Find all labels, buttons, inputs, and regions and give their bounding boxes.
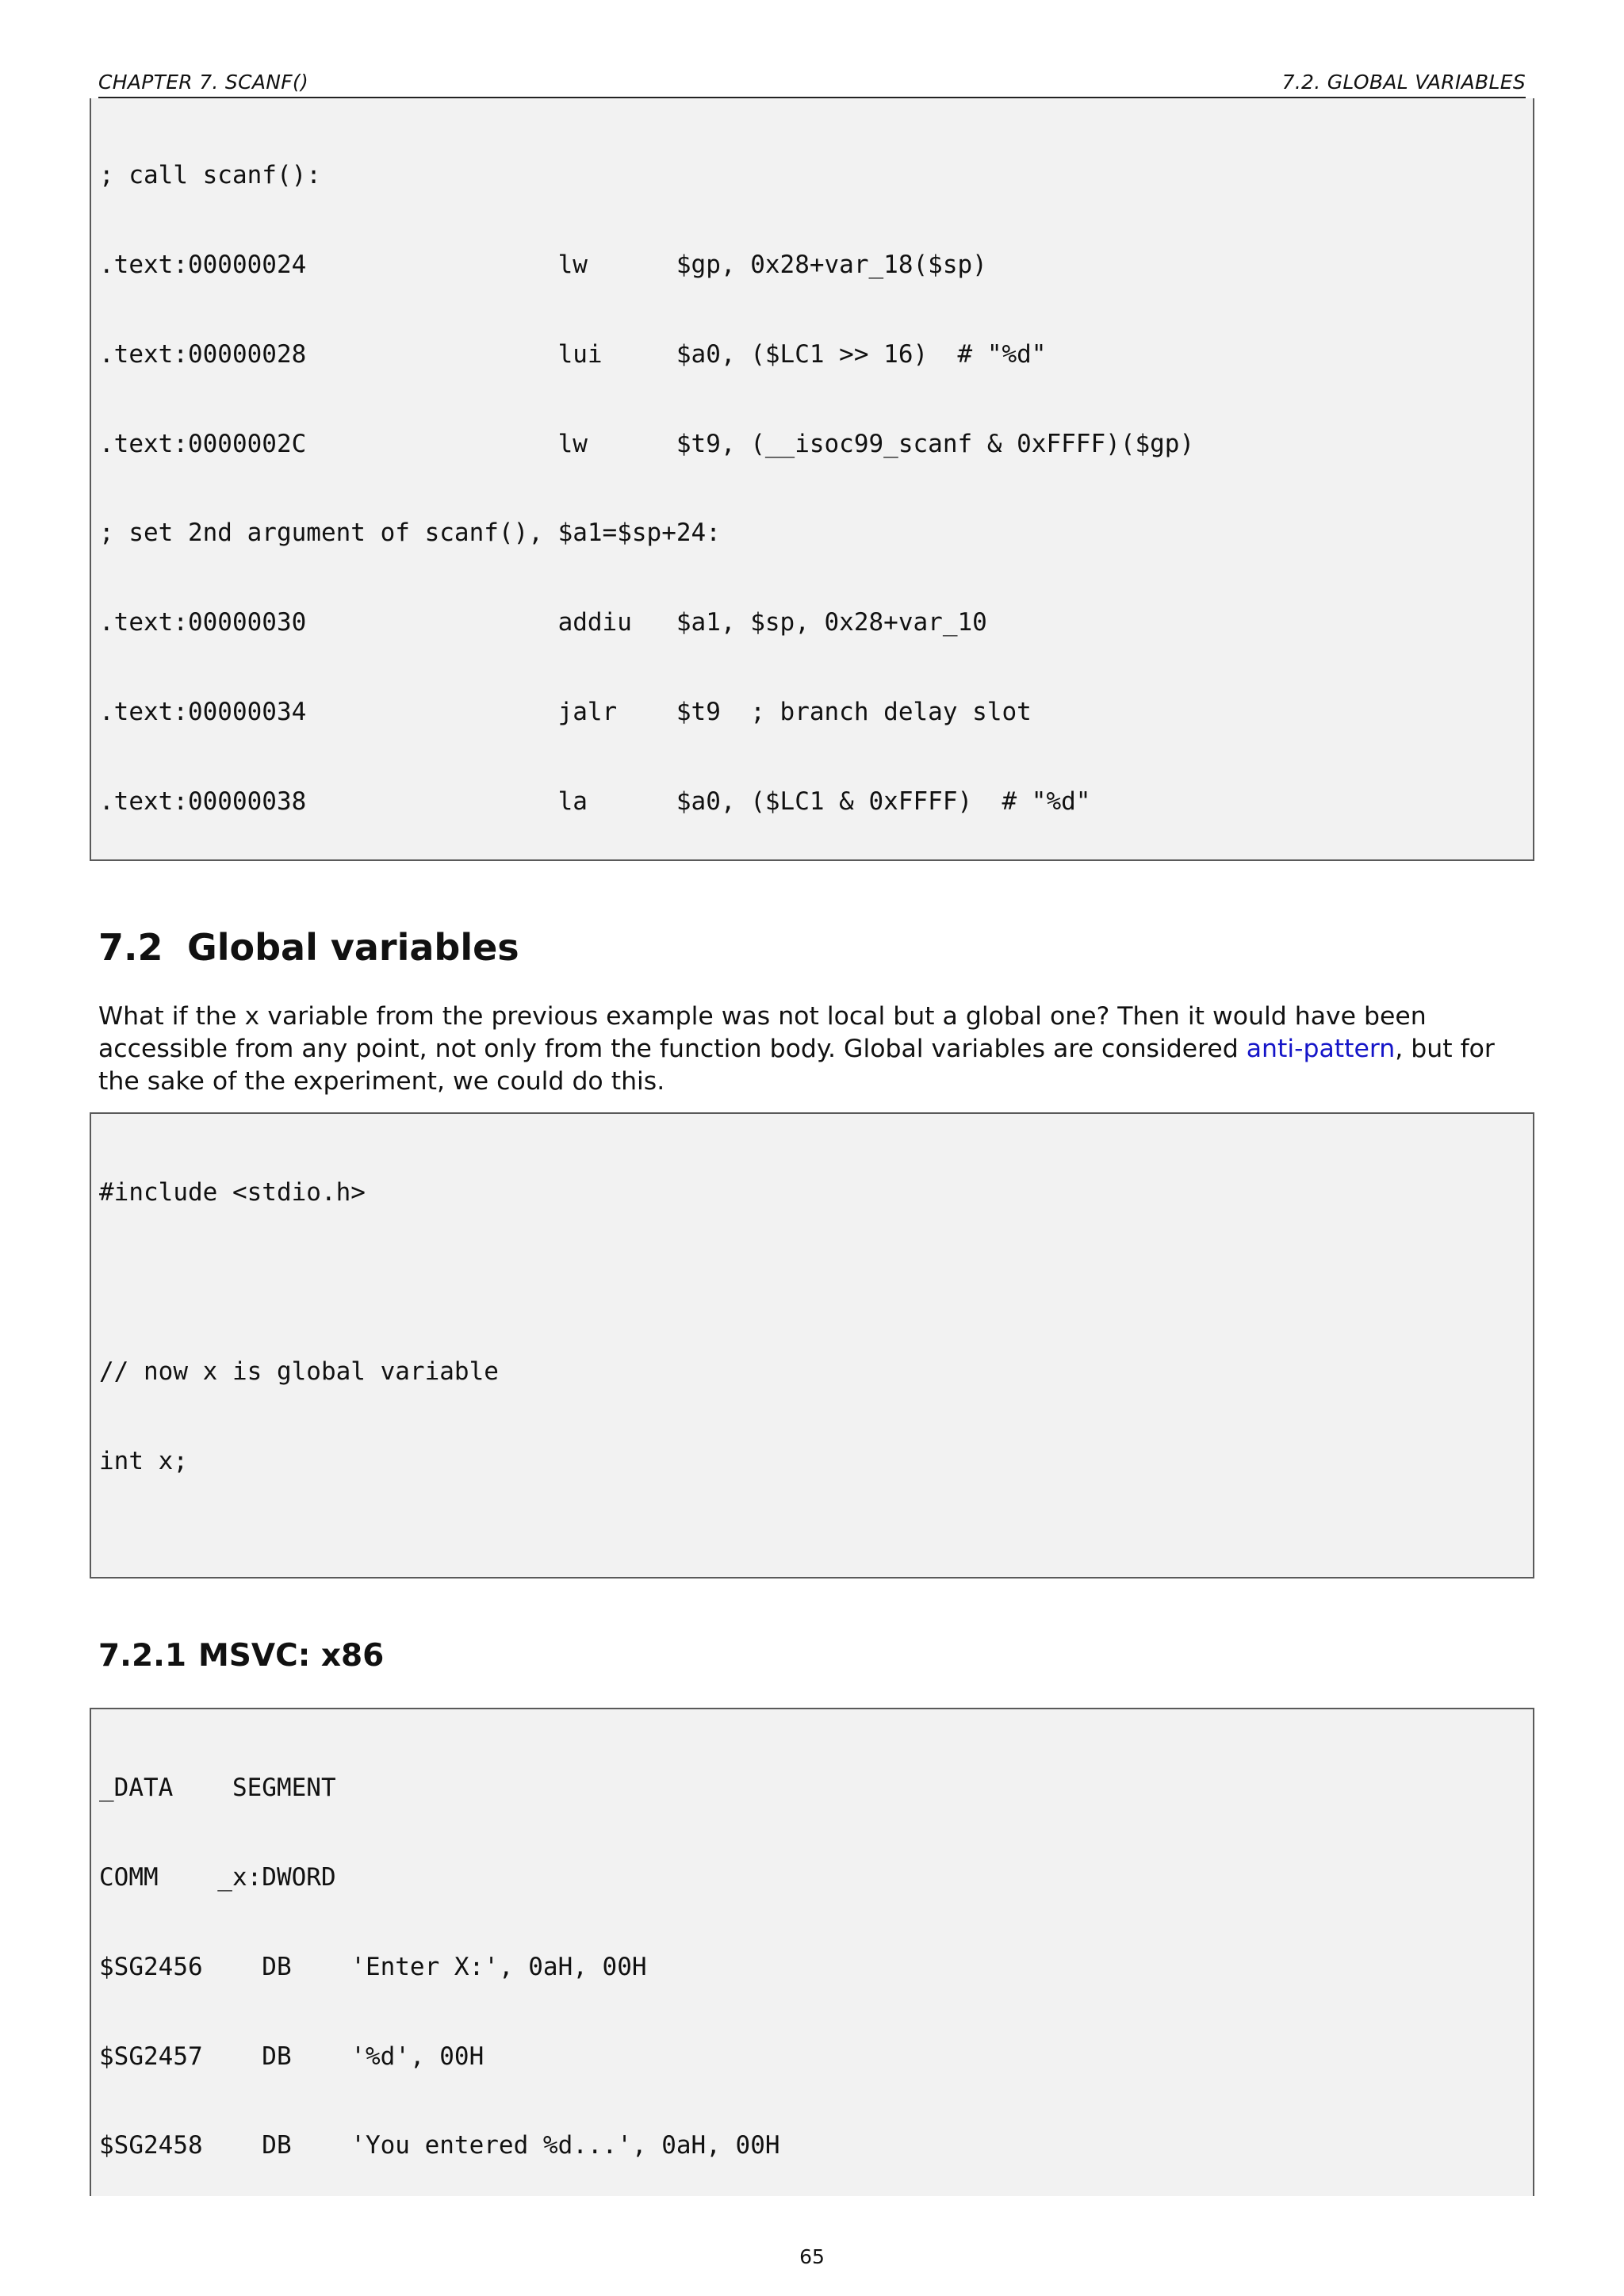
msvc-asm-code-block xyxy=(90,1708,1534,2196)
code-line: // now x is global variable xyxy=(99,1357,499,1386)
mips-listing-code-block xyxy=(90,98,1534,861)
code-line: $SG2458 DB 'You entered %d...', 0aH, 00H xyxy=(99,2131,780,2160)
section-heading xyxy=(98,926,519,969)
code-line: .text:0000002C lw $t9, (__isoc99_scanf & 0xFFFF)($gp) xyxy=(99,429,1195,458)
code-line: .text:00000038 la $a0, ($LC1 & 0xFFFF) # "%d" xyxy=(99,786,1091,816)
code-line: $SG2457 DB '%d', 00H xyxy=(99,2042,485,2071)
code-line: ; set 2nd argument of scanf(), $a1=$sp+24: xyxy=(99,519,721,548)
header-chapter: CHAPTER 7. SCANF() xyxy=(98,71,309,94)
inline-code: x xyxy=(244,1002,260,1031)
header-section: 7.2. GLOBAL VARIABLES xyxy=(1281,71,1526,94)
paragraph-text: What if the xyxy=(98,1002,245,1031)
code-line: int x; xyxy=(99,1446,188,1475)
code-line: ; call scanf(): xyxy=(99,161,321,190)
paragraph-text: , but for the sake of the experiment, we could do this. xyxy=(98,1035,1495,1096)
code-line: .text:00000028 lui $a0, ($LC1 >> 16) # "%d" xyxy=(99,339,1047,369)
code-line xyxy=(99,1268,1533,1298)
running-header xyxy=(98,68,1526,98)
code-line: $SG2456 DB 'Enter X:', 0aH, 00H xyxy=(99,1952,647,1981)
subsection-number: 7.2.1 xyxy=(98,1638,187,1674)
code-line: .text:00000024 lw $gp, 0x28+var_18($sp) xyxy=(99,250,987,279)
subsection-heading xyxy=(98,1638,384,1674)
page-number: 65 xyxy=(799,2245,825,2268)
anti-pattern-link[interactable]: anti-pattern xyxy=(1246,1035,1396,1063)
subsection-title: MSVC: x86 xyxy=(198,1638,385,1674)
paragraph-text: variable from the previous example was not local but a global one? Then it would have been accessible from any point, not only from the function body. Global variables are considered xyxy=(98,1002,1427,1063)
code-line: COMM _x:DWORD xyxy=(99,1862,336,1892)
c-source-code-block xyxy=(90,1112,1534,1578)
section-number: 7.2 xyxy=(98,926,163,969)
section-title: Global variables xyxy=(187,926,519,969)
code-line: #include <stdio.h> xyxy=(99,1178,366,1207)
body-paragraph xyxy=(98,1001,1526,1098)
code-line: _DATA SEGMENT xyxy=(99,1774,336,1803)
code-line: .text:00000034 jalr $t9 ; branch delay slot xyxy=(99,697,1032,726)
code-line: .text:00000030 addiu $a1, $sp, 0x28+var_10 xyxy=(99,608,987,637)
code-line xyxy=(99,1536,1533,1566)
